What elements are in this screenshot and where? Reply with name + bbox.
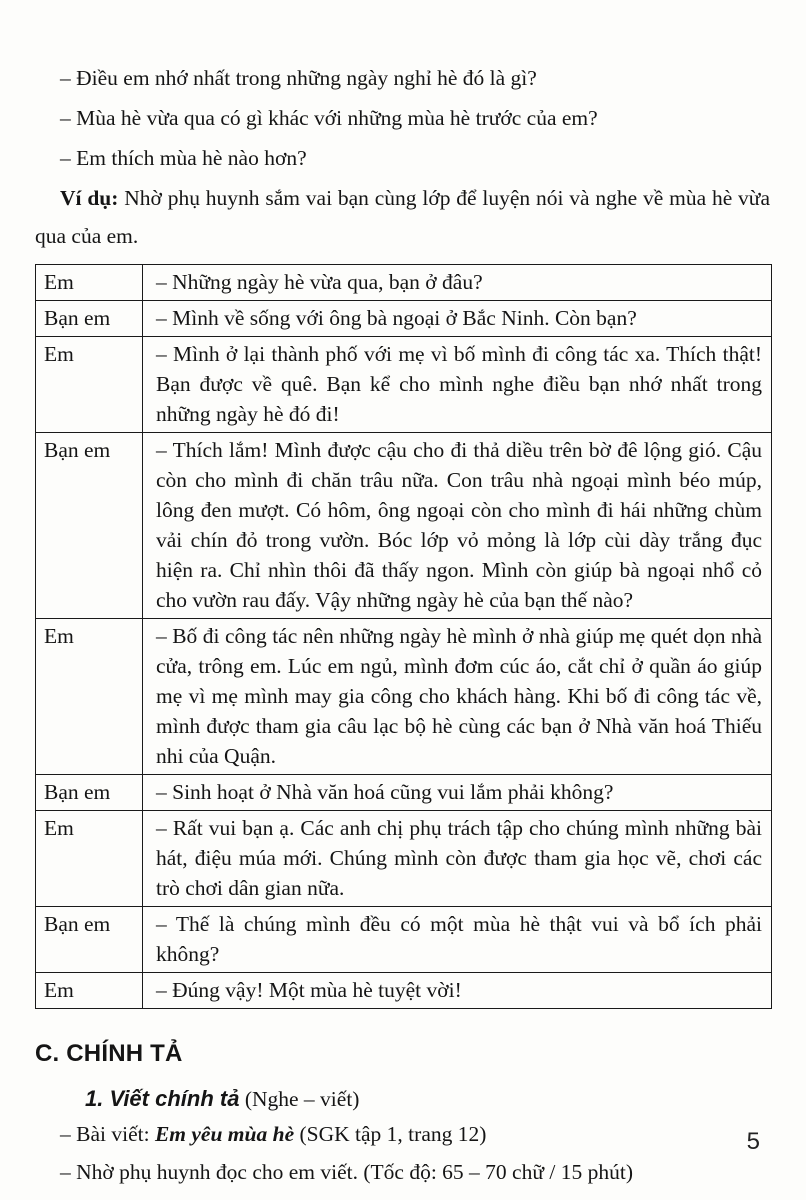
speaker-cell: Em (36, 337, 143, 433)
bullet-doc-cho-em-viet: – Nhờ phụ huynh đọc cho em viết. (Tốc độ: 65 – 70 chữ / 15 phút) (60, 1160, 633, 1184)
speaker-cell: Em (36, 811, 143, 907)
utterance-cell: – Thế là chúng mình đều có một mùa hè thật vui và bổ ích phải không? (143, 907, 772, 973)
utterance-cell: – Đúng vậy! Một mùa hè tuyệt vời! (143, 973, 772, 1009)
dialogue-table (35, 264, 772, 1009)
section-heading: C. CHÍNH TẢ (35, 1040, 183, 1067)
utterance-cell: – Sinh hoạt ở Nhà văn hoá cũng vui lắm phải không? (143, 775, 772, 811)
numbered-item (35, 1083, 770, 1115)
bullet-bai-viet (35, 1115, 770, 1153)
dialogue-table-body (36, 265, 772, 1009)
speaker-cell: Em (36, 265, 143, 301)
page-number: 5 (746, 1128, 760, 1155)
intro-question: – Điều em nhớ nhất trong những ngày nghỉ hè đó là gì? (60, 66, 537, 90)
utterance-cell: – Mình về sống với ông bà ngoại ở Bắc Ninh. Còn bạn? (143, 301, 772, 337)
section-chinh-ta (35, 1039, 770, 1191)
dialogue-row (36, 775, 772, 811)
utterance-cell: – Rất vui bạn ạ. Các anh chị phụ trách tập cho chúng mình những bài hát, điệu múa mới. Chúng mình còn được tham gia học vẽ, chơi các trò chơi dân gian nữa. (143, 811, 772, 907)
utterance-cell: – Thích lắm! Mình được cậu cho đi thả diều trên bờ đê lộng gió. Cậu còn cho mình đi chăn trâu nữa. Con trâu nhà ngoại mình béo múp, lông đen mượt. Có hôm, ông ngoại còn cho mình đi hái những chùm vải chín đỏ trong vườn. Bóc lớp vỏ mỏng là lớp cùi dày trắng đục hiện ra. Chỉ nhìn thôi đã thấy ngon. Mình còn giúp bà ngoại nhổ cỏ cho vườn rau đấy. Vậy những ngày hè của bạn thế nào? (143, 433, 772, 619)
example-paragraph (35, 179, 770, 255)
speaker-cell: Bạn em (36, 775, 143, 811)
speaker-cell: Bạn em (36, 301, 143, 337)
dialogue-row (36, 619, 772, 775)
section-bullets (35, 1115, 770, 1191)
bullet-prefix: – Bài viết: (60, 1122, 155, 1146)
work-title: Em yêu mùa hè (154, 1122, 295, 1146)
speaker-cell: Em (36, 619, 143, 775)
speaker-cell: Em (36, 973, 143, 1009)
dialogue-row (36, 265, 772, 301)
numbered-item-title: 1. Viết chính tả (85, 1086, 240, 1111)
intro-question: – Em thích mùa hè nào hơn? (60, 146, 307, 170)
speaker-cell: Bạn em (36, 907, 143, 973)
dialogue-row (36, 973, 772, 1009)
example-text: Nhờ phụ huynh sắm vai bạn cùng lớp để luyện nói và nghe về mùa hè vừa qua của em. (35, 186, 771, 248)
dialogue-row (36, 907, 772, 973)
example-label: Ví dụ: (60, 186, 119, 210)
speaker-cell: Bạn em (36, 433, 143, 619)
numbered-item-suffix: (Nghe – viết) (239, 1087, 360, 1111)
utterance-cell: – Mình ở lại thành phố với mẹ vì bố mình đi công tác xa. Thích thật! Bạn được về quê. Bạn kể cho mình nghe điều bạn nhớ nhất trong những ngày hè đó đi! (143, 337, 772, 433)
utterance-cell: – Bố đi công tác nên những ngày hè mình ở nhà giúp mẹ quét dọn nhà cửa, trông em. Lúc em ngủ, mình đơm cúc áo, cắt chỉ ở quần áo giúp mẹ vì mẹ mình may gia công cho khách hàng. Khi bố đi công tác về, mình được tham gia câu lạc bộ hè cùng các bạn ở Nhà văn hoá Thiếu nhi của Quận. (143, 619, 772, 775)
intro-question: – Mùa hè vừa qua có gì khác với những mùa hè trước của em? (60, 106, 598, 130)
dialogue-row (36, 301, 772, 337)
utterance-cell: – Những ngày hè vừa qua, bạn ở đâu? (143, 265, 772, 301)
dialogue-row (36, 811, 772, 907)
intro-question-list (35, 58, 770, 178)
dialogue-row (36, 337, 772, 433)
dialogue-row (36, 433, 772, 619)
bullet-suffix: (SGK tập 1, trang 12) (294, 1122, 487, 1146)
